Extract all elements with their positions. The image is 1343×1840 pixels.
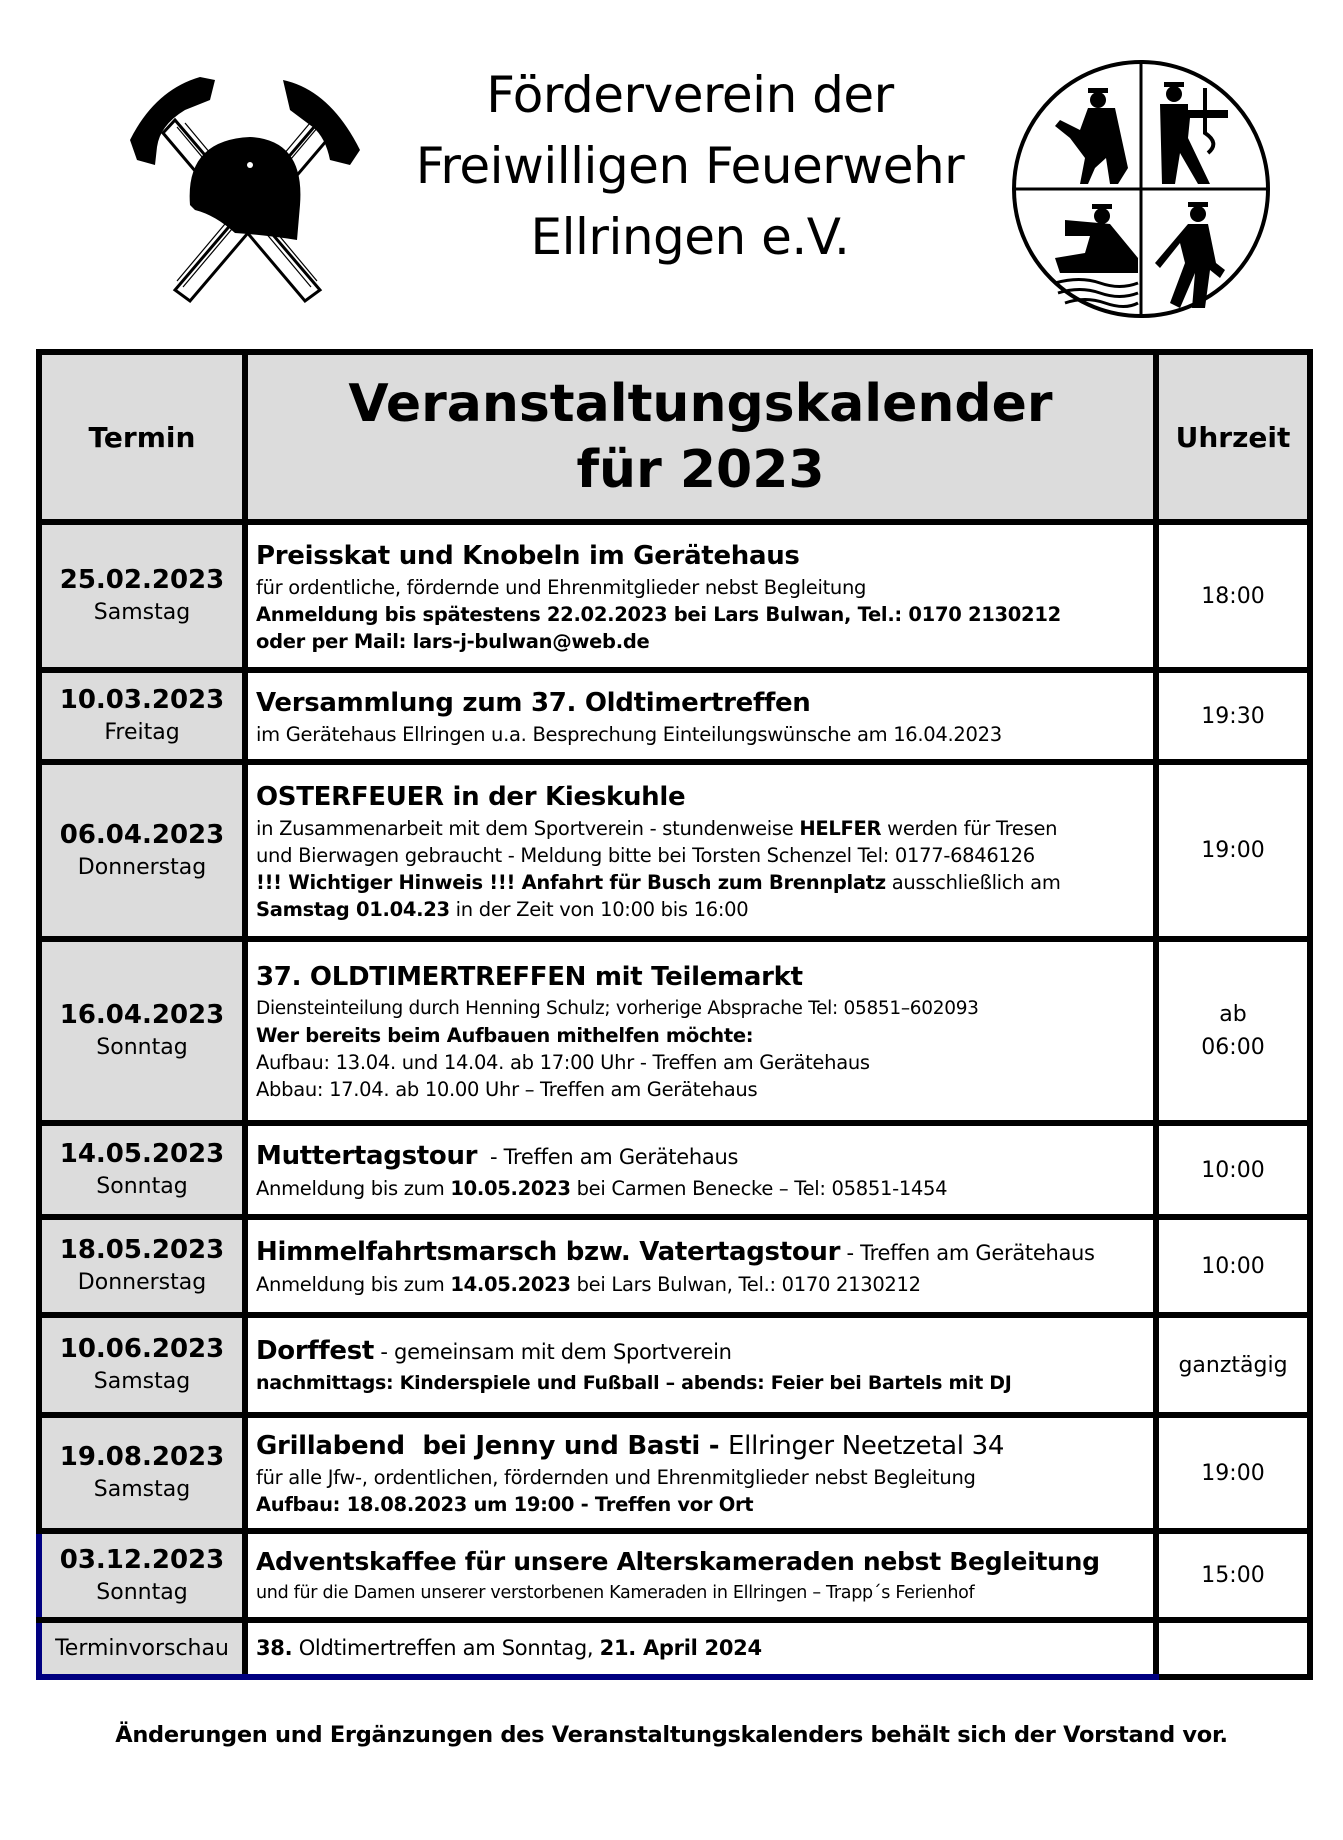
detail-emphasis: !!! Wichtiger Hinweis !!! Anfahrt für Busch zum Brennplatz bbox=[256, 870, 886, 894]
event-detail: im Gerätehaus Ellringen u.a. Besprechung Einteilungswünsche am 16.04.2023 bbox=[256, 722, 1002, 746]
event-title bbox=[256, 1234, 1153, 1271]
helmet-icon bbox=[190, 137, 301, 240]
helmet-hammers-logo bbox=[115, 65, 385, 310]
event-date: 10.03.2023 bbox=[59, 685, 225, 715]
table-row bbox=[39, 670, 1310, 762]
event-weekday: Donnerstag bbox=[77, 854, 207, 880]
event-weekday: Samstag bbox=[93, 1477, 191, 1502]
table-row bbox=[39, 1415, 1310, 1531]
org-line-3: Ellringen e.V. bbox=[530, 208, 850, 266]
event-time-prefix: ab bbox=[1219, 1002, 1247, 1027]
event-date: 16.04.2023 bbox=[59, 1000, 225, 1030]
firefighter-quadrant-logo bbox=[1010, 58, 1272, 320]
organization-name bbox=[380, 60, 1000, 273]
event-weekday: Freitag bbox=[104, 720, 180, 745]
preview-number: 38. bbox=[256, 1636, 293, 1660]
event-detail: für ordentliche, fördernde und Ehrenmitglieder nebst Begleitung bbox=[256, 575, 867, 599]
event-description-cell bbox=[245, 1531, 1156, 1620]
event-detail: Abbau: 17.04. ab 10.00 Uhr – Treffen am Gerätehaus bbox=[256, 1078, 758, 1101]
event-title: Adventskaffee für unsere Alterskameraden nebst Begleitung bbox=[256, 1547, 1100, 1576]
detail-text: werden für Tresen bbox=[881, 816, 1058, 840]
event-detail: Wer bereits beim Aufbauen mithelfen möchte: bbox=[256, 1024, 754, 1047]
event-detail: nachmittags: Kinderspiele und Fußball – abends: Feier bei Bartels mit DJ bbox=[256, 1372, 1012, 1394]
event-date-cell bbox=[39, 939, 245, 1123]
event-description-cell bbox=[245, 762, 1156, 939]
event-time-value: 06:00 bbox=[1201, 1035, 1265, 1060]
event-date-cell bbox=[39, 1315, 245, 1415]
event-description-cell bbox=[245, 1415, 1156, 1531]
event-time: 19:00 bbox=[1156, 1415, 1310, 1531]
event-time bbox=[1156, 939, 1310, 1123]
event-detail: Aufbau: 13.04. und 14.04. ab 17:00 Uhr - Treffen am Gerätehaus bbox=[256, 1051, 870, 1074]
event-detail bbox=[256, 896, 1153, 923]
event-calendar-table bbox=[36, 349, 1313, 1680]
detail-text: Anmeldung bis zum bbox=[256, 1273, 451, 1296]
event-detail bbox=[256, 815, 1153, 842]
calendar-title-line-1: Veranstaltungskalender bbox=[348, 374, 1053, 434]
event-title: 37. OLDTIMERTREFFEN mit Teilemarkt bbox=[256, 962, 803, 992]
event-time: 10:00 bbox=[1156, 1217, 1310, 1315]
event-time: 19:30 bbox=[1156, 670, 1310, 762]
event-title-main: Muttertagstour bbox=[256, 1141, 478, 1171]
event-date-cell bbox=[39, 1415, 245, 1531]
event-time: 10:00 bbox=[1156, 1123, 1310, 1217]
detail-emphasis: 14.05.2023 bbox=[450, 1273, 571, 1296]
event-date: 06.04.2023 bbox=[59, 819, 225, 850]
preview-row bbox=[39, 1620, 1310, 1677]
preview-event: Oldtimertreffen am Sonntag, bbox=[292, 1636, 600, 1660]
event-date-cell bbox=[39, 1217, 245, 1315]
event-detail: für alle Jfw-, ordentlichen, fördernden und Ehrenmitglieder nebst Begleitung bbox=[256, 1466, 976, 1489]
event-title bbox=[256, 1428, 1153, 1464]
event-time: 19:00 bbox=[1156, 762, 1310, 939]
event-detail bbox=[256, 869, 1153, 896]
table-row bbox=[39, 1123, 1310, 1217]
event-title-suffix: - Treffen am Gerätehaus bbox=[840, 1241, 1095, 1265]
detail-text: Anmeldung bis zum bbox=[256, 1177, 451, 1200]
event-detail: Diensteinteilung durch Henning Schulz; vorherige Absprache Tel: 05851–602093 bbox=[256, 998, 979, 1019]
event-detail: und Bierwagen gebraucht - Meldung bitte bei Torsten Schenzel Tel: 0177-6846126 bbox=[256, 843, 1035, 867]
event-description-cell bbox=[245, 1123, 1156, 1217]
event-detail bbox=[256, 1271, 1153, 1298]
org-line-1: Förderverein der bbox=[486, 66, 894, 124]
event-weekday: Donnerstag bbox=[77, 1270, 207, 1295]
table-header-row bbox=[39, 352, 1310, 522]
event-title-suffix: Ellringer Neetzetal 34 bbox=[728, 1431, 1005, 1461]
preview-line bbox=[256, 1635, 1153, 1662]
event-time: 15:00 bbox=[1156, 1531, 1310, 1620]
calendar-title-line-2: für 2023 bbox=[576, 440, 825, 500]
event-description-cell bbox=[245, 522, 1156, 670]
event-detail: und für die Damen unserer verstorbenen Kameraden in Ellringen – Trapp´s Ferienhof bbox=[256, 1583, 975, 1603]
detail-text: in der Zeit von 10:00 bis 16:00 bbox=[449, 897, 749, 921]
event-weekday: Sonntag bbox=[96, 1579, 188, 1605]
detail-text: ausschließlich am bbox=[885, 870, 1061, 894]
event-title-main: Grillabend bei Jenny und Basti - bbox=[256, 1431, 729, 1461]
event-weekday: Sonntag bbox=[96, 1035, 188, 1060]
event-detail: Aufbau: 18.08.2023 um 19:00 - Treffen vor Ort bbox=[256, 1493, 754, 1516]
event-title-main: Himmelfahrtsmarsch bzw. Vatertagstour bbox=[256, 1237, 841, 1267]
table-row bbox=[39, 1217, 1310, 1315]
table-row bbox=[39, 1315, 1310, 1415]
event-detail bbox=[256, 1175, 1153, 1202]
event-date: 14.05.2023 bbox=[59, 1139, 225, 1169]
event-date: 18.05.2023 bbox=[59, 1235, 225, 1265]
event-detail: oder per Mail: lars-j-bulwan@web.de bbox=[256, 629, 650, 653]
event-weekday: Sonntag bbox=[96, 1174, 188, 1199]
event-title: Preisskat und Knobeln im Gerätehaus bbox=[256, 540, 800, 571]
event-title-suffix: - gemeinsam mit dem Sportverein bbox=[374, 1340, 732, 1364]
event-date-cell bbox=[39, 522, 245, 670]
event-title: Versammlung zum 37. Oldtimertreffen bbox=[256, 687, 811, 718]
event-weekday: Samstag bbox=[93, 1369, 191, 1394]
event-detail: Anmeldung bis spätestens 22.02.2023 bei Lars Bulwan, Tel.: 0170 2130212 bbox=[256, 602, 1061, 626]
table-row bbox=[39, 762, 1310, 939]
column-header-uhrzeit: Uhrzeit bbox=[1156, 352, 1310, 522]
event-date: 19.08.2023 bbox=[59, 1442, 225, 1472]
event-date-cell bbox=[39, 762, 245, 939]
preview-date: 21. April 2024 bbox=[599, 1636, 762, 1660]
detail-emphasis: Samstag 01.04.23 bbox=[256, 897, 450, 921]
preview-time bbox=[1156, 1620, 1310, 1677]
table-row bbox=[39, 1531, 1310, 1620]
org-line-2: Freiwilligen Feuerwehr bbox=[415, 137, 965, 195]
event-date: 03.12.2023 bbox=[59, 1544, 225, 1575]
event-description-cell bbox=[245, 1315, 1156, 1415]
event-title bbox=[256, 1333, 1153, 1370]
table-row bbox=[39, 522, 1310, 670]
detail-emphasis: HELFER bbox=[799, 816, 882, 840]
event-date-cell bbox=[39, 1123, 245, 1217]
event-title-main: Dorffest bbox=[256, 1336, 375, 1366]
preview-label: Terminvorschau bbox=[39, 1620, 245, 1677]
detail-text: in Zusammenarbeit mit dem Sportverein - stundenweise bbox=[256, 816, 800, 840]
event-description-cell bbox=[245, 1217, 1156, 1315]
event-title-suffix: - Treffen am Gerätehaus bbox=[477, 1145, 739, 1169]
event-title: OSTERFEUER in der Kieskuhle bbox=[256, 781, 686, 812]
column-header-termin: Termin bbox=[39, 352, 245, 522]
event-description-cell bbox=[245, 670, 1156, 762]
event-date: 10.06.2023 bbox=[59, 1334, 225, 1364]
event-weekday: Samstag bbox=[93, 600, 191, 625]
detail-emphasis: 10.05.2023 bbox=[450, 1177, 571, 1200]
event-date-cell bbox=[39, 1531, 245, 1620]
footer-note: Änderungen und Ergänzungen des Veranstaltungskalenders behält sich der Vorstand vor. bbox=[115, 1722, 1228, 1748]
event-title bbox=[256, 1138, 1153, 1175]
event-date-cell bbox=[39, 670, 245, 762]
event-description-cell bbox=[245, 939, 1156, 1123]
event-time: 18:00 bbox=[1156, 522, 1310, 670]
table-row bbox=[39, 939, 1310, 1123]
detail-text: bei Lars Bulwan, Tel.: 0170 2130212 bbox=[570, 1273, 921, 1296]
event-time: ganztägig bbox=[1156, 1315, 1310, 1415]
detail-text: bei Carmen Benecke – Tel: 05851-1454 bbox=[570, 1177, 948, 1200]
event-date: 25.02.2023 bbox=[59, 565, 225, 595]
preview-text bbox=[245, 1620, 1156, 1677]
calendar-title bbox=[245, 352, 1156, 522]
